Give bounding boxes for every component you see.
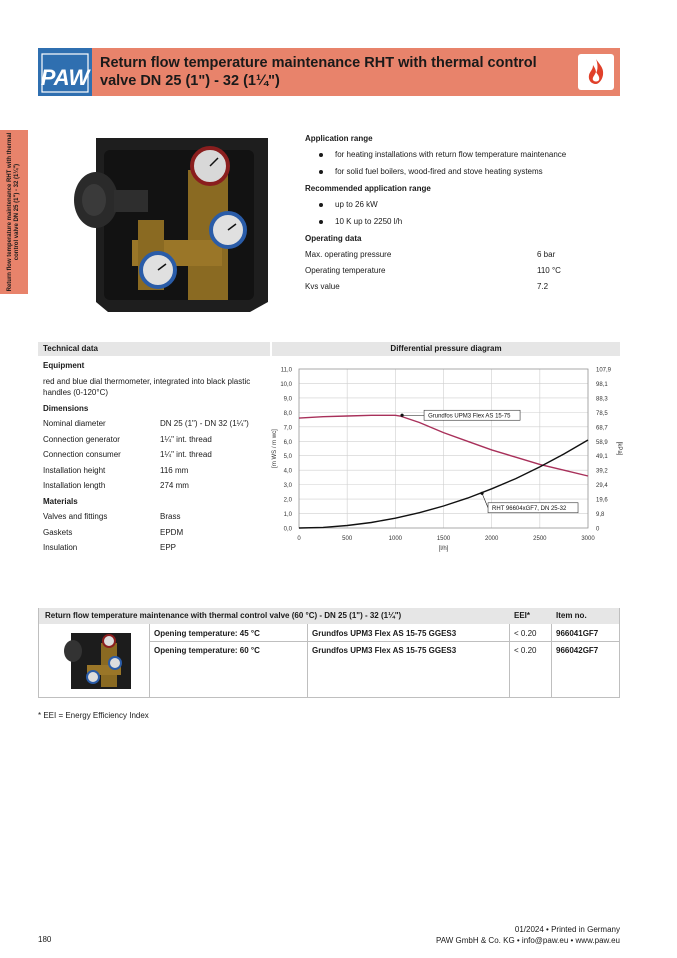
application-item: for solid fuel boilers, wood-fired and stove heating systems (305, 166, 625, 183)
item-header: Item no. (556, 611, 587, 620)
y-tick-label: 5,0 (283, 454, 292, 461)
dimension-value: 1¼" int. thread (160, 434, 212, 444)
operating-label: Kvs value (305, 282, 340, 291)
column-divider (509, 624, 510, 697)
operating-value: 7.2 (537, 282, 549, 291)
material-row (43, 511, 273, 527)
y-right-tick-label: 78,5 (596, 410, 608, 417)
operating-row (305, 265, 625, 281)
y-tick-label: 3,0 (283, 483, 292, 490)
y-tick-label: 8,0 (283, 410, 292, 417)
recommended-item: 10 K up to 2250 l/h (305, 216, 625, 233)
flame-icon (578, 54, 614, 90)
recommended-title: Recommended application range (305, 184, 431, 193)
x-tick-label: 0 (297, 536, 301, 542)
technical-data (43, 360, 273, 558)
y-tick-label: 9,0 (283, 396, 292, 403)
y-right-tick-label: 107,9 (596, 367, 612, 374)
dimension-row (43, 434, 273, 450)
y-axis-label-right: [kPa] (616, 441, 622, 456)
diagram-header: Differential pressure diagram (272, 342, 620, 356)
order-table-header (39, 608, 619, 624)
recommended-item: up to 26 kW (305, 199, 625, 216)
side-tab (0, 130, 28, 294)
pump-model: Grundfos UPM3 Flex AS 15-75 GGES3 (312, 629, 457, 638)
operating-label: Max. operating pressure (305, 250, 392, 259)
dimension-row (43, 418, 273, 434)
dimension-label: Nominal diameter (43, 419, 106, 428)
materials-title: Materials (43, 496, 78, 506)
opening-temperature: Opening temperature: 45 °C (154, 629, 260, 638)
operating-value: 110 °C (537, 266, 561, 275)
dimension-label: Installation length (43, 481, 106, 490)
y-axis-label: [m WS / m wc] (272, 429, 278, 468)
y-right-tick-label: 68,7 (596, 425, 608, 432)
pump-model: Grundfos UPM3 Flex AS 15-75 GGES3 (312, 646, 457, 655)
y-tick-label: 2,0 (283, 497, 292, 504)
material-label: Valves and fittings (43, 512, 108, 521)
y-right-tick-label: 58,9 (596, 439, 608, 446)
annotation-label: Grundfos UPM3 Flex AS 15-75 (428, 413, 511, 420)
page-title: Return flow temperature maintenance RHT with thermal control valve DN 25 (1") - 32 (1¼") (100, 55, 537, 89)
y-right-tick-label: 9,8 (596, 512, 605, 519)
row-divider (149, 641, 619, 642)
dimension-label: Connection consumer (43, 450, 121, 459)
title-bar (92, 48, 620, 96)
footer-date: 01/2024 • Printed in Germany (514, 925, 620, 934)
operating-row (305, 249, 625, 265)
dimension-row (43, 480, 273, 496)
y-tick-label: 4,0 (283, 468, 292, 475)
material-value: EPP (160, 543, 177, 552)
x-tick-label: 1000 (388, 536, 403, 542)
footnote: * EEI = Energy Efficiency Index (38, 711, 149, 720)
y-tick-label: 10,0 (280, 381, 292, 388)
y-tick-label: 1,0 (283, 512, 292, 519)
side-tab-label: Return flow temperature maintenance RHT with thermal control valve DN 25 (1") - 32 (1¼") (7, 132, 20, 292)
equipment-text: red and blue dial thermometer, integrated into black plastic handles (0-120°C) (43, 376, 251, 397)
annotation-label: RHT 96604xGF7, DN 25-32 (492, 506, 567, 513)
annotation-leader (482, 493, 488, 507)
x-tick-label: 2000 (484, 536, 499, 542)
eei-value: < 0.20 (514, 629, 537, 638)
dimension-value: DN 25 (1") - DN 32 (1¼") (160, 419, 249, 428)
dimension-label: Installation height (43, 465, 106, 475)
x-axis-label: [l/h] (438, 546, 449, 552)
material-label: Insulation (43, 543, 78, 552)
application-title: Application range (305, 134, 373, 143)
x-tick-label: 2500 (533, 536, 547, 542)
y-right-tick-label: 19,6 (596, 497, 608, 504)
differential-pressure-chart (264, 361, 626, 557)
product-image (68, 130, 276, 320)
opening-temperature: Opening temperature: 60 °C (154, 646, 260, 655)
dimension-row (43, 465, 273, 481)
logo-text: PAW (40, 65, 90, 90)
page-number: 180 (38, 935, 52, 944)
order-table (38, 608, 620, 698)
annotation-point (480, 492, 483, 495)
x-tick-label: 500 (342, 536, 353, 542)
paw-logo (38, 48, 92, 96)
item-number: 966041GF7 (556, 629, 599, 638)
dimension-value: 1¼" int. thread (160, 450, 212, 459)
dimension-row (43, 449, 273, 465)
column-divider (307, 624, 308, 697)
footer-company: PAW GmbH & Co. KG • info@paw.eu • www.paw.eu (435, 936, 620, 945)
technical-data-header: Technical data (38, 342, 270, 356)
x-tick-label: 3000 (581, 536, 595, 542)
material-row (43, 542, 273, 558)
eei-header: EEI* (514, 611, 531, 620)
application-info (305, 133, 625, 297)
column-divider (149, 624, 150, 697)
material-label: Gaskets (43, 527, 73, 537)
y-right-tick-label: 49,1 (596, 454, 608, 461)
y-tick-label: 7,0 (283, 425, 292, 432)
product-thumbnail (63, 629, 135, 693)
operating-label: Operating temperature (305, 266, 386, 275)
dimension-label: Connection generator (43, 434, 120, 444)
y-right-tick-label: 29,4 (596, 483, 608, 490)
material-value: EPDM (160, 527, 184, 537)
eei-value: < 0.20 (514, 646, 537, 655)
operating-title: Operating data (305, 234, 362, 243)
y-right-tick-label: 39,2 (596, 468, 608, 475)
y-right-tick-label: 0 (596, 526, 600, 533)
dimension-value: 116 mm (160, 465, 189, 475)
dimension-value: 274 mm (160, 481, 189, 490)
operating-row (305, 281, 625, 297)
y-right-tick-label: 98,1 (596, 381, 608, 388)
order-table-title: Return flow temperature maintenance with thermal control valve (60 °C) - DN 25 (1") - 32 (1¼") (45, 611, 402, 620)
y-right-tick-label: 88,3 (596, 396, 608, 403)
operating-value: 6 bar (537, 250, 556, 259)
y-tick-label: 11,0 (280, 367, 292, 374)
y-tick-label: 0,0 (283, 526, 292, 533)
column-divider (551, 624, 552, 697)
x-tick-label: 1500 (436, 536, 451, 542)
footer-info (436, 924, 620, 946)
material-row (43, 527, 273, 543)
application-item: for heating installations with return flow temperature maintenance (305, 149, 625, 166)
dimensions-title: Dimensions (43, 403, 89, 413)
equipment-title: Equipment (43, 361, 85, 370)
y-tick-label: 6,0 (283, 439, 292, 446)
item-number: 966042GF7 (556, 646, 599, 655)
material-value: Brass (160, 512, 181, 521)
